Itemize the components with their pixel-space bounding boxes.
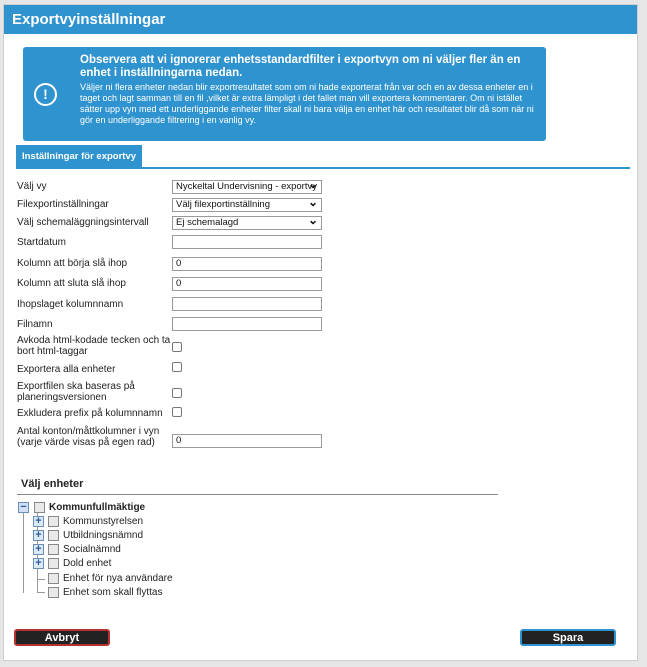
expand-icon[interactable]: + — [33, 544, 44, 555]
schema-select[interactable] — [172, 216, 322, 230]
cancel-button[interactable]: Avbryt — [14, 629, 110, 646]
prefix-checkbox[interactable] — [172, 407, 182, 417]
info-heading: Observera att vi ignorerar enhetsstandardfilter i exportvyn om ni väljer fler än en enhet i inställningarna nedan. — [80, 54, 521, 79]
kol-sluta-label: Kolumn att sluta slå ihop — [17, 278, 126, 289]
filexport-label: Filexportinställningar — [17, 199, 109, 210]
tree-checkbox[interactable] — [48, 558, 59, 569]
expand-icon[interactable]: + — [33, 516, 44, 527]
exportera-label: Exportera alla enheter — [17, 364, 116, 375]
kol-borja-label: Kolumn att börja slå ihop — [17, 258, 128, 269]
expand-icon[interactable]: + — [33, 530, 44, 541]
tree-line — [37, 592, 45, 593]
schema-select-value: Ej schemalagd — [176, 217, 239, 228]
startdatum-input[interactable] — [172, 235, 322, 249]
vy-select[interactable] — [172, 180, 322, 194]
filexport-select-value: Välj filexportinställning — [176, 199, 270, 210]
ihop-label: Ihopslaget kolumnnamn — [17, 299, 124, 310]
save-button[interactable]: Spara — [520, 629, 616, 646]
units-heading: Välj enheter — [21, 478, 84, 490]
tab-divider — [16, 167, 630, 169]
info-body: Väljer ni flera enheter nedan blir exportresultatet som om ni hade exporterat från var och en av dessa enheter en i taget och lagt samman till en fil ,vilket är extra lämpligt i det fallet man vill exportera kommentarer. Om ni istället sätter upp vyn med ett underliggande enheter filter skall ni bara välja en enhet här och resultatet blir då som när ni gör en underliggande filtrering i en vanlig vy. — [80, 82, 534, 125]
antal-input[interactable]: 0 — [172, 434, 322, 448]
prefix-label: Exkludera prefix på kolumnnamn — [17, 408, 163, 419]
exclamation-icon: ! — [34, 83, 57, 106]
info-box — [23, 47, 546, 141]
tree-item-socialnamnd[interactable]: Socialnämnd — [63, 544, 121, 555]
avkoda-label: Avkoda html-kodade tecken och ta bort html-taggar — [17, 335, 171, 357]
schema-label: Välj schemaläggningsintervall — [17, 217, 149, 228]
tree-checkbox[interactable] — [48, 516, 59, 527]
exportera-checkbox[interactable] — [172, 362, 182, 372]
kol-sluta-input[interactable]: 0 — [172, 277, 322, 291]
root-checkbox[interactable] — [34, 502, 45, 513]
tree-item-kommunstyrelsen[interactable]: Kommunstyrelsen — [63, 516, 144, 527]
filnamn-input[interactable] — [172, 317, 322, 331]
tree-line — [23, 509, 24, 593]
kol-borja-input[interactable]: 0 — [172, 257, 322, 271]
units-divider — [17, 494, 498, 495]
tree-item-skall-flyttas[interactable]: Enhet som skall flyttas — [63, 587, 163, 598]
planering-label: Exportfilen ska baseras på planeringsversionen — [17, 381, 135, 403]
ihop-input[interactable] — [172, 297, 322, 311]
tree-root-label: Kommunfullmäktige — [49, 502, 146, 513]
tab-export-settings[interactable]: Inställningar för exportvy — [16, 145, 142, 168]
planering-checkbox[interactable] — [172, 388, 182, 398]
vy-select-value: Nyckeltal Undervisning - exportvy — [176, 181, 317, 192]
root-expand-icon[interactable]: − — [18, 502, 29, 513]
tree-checkbox[interactable] — [48, 544, 59, 555]
startdatum-label: Startdatum — [17, 237, 66, 248]
filexport-select[interactable] — [172, 198, 322, 212]
tree-item-utbildningsnamnd[interactable]: Utbildningsnämnd — [63, 530, 144, 541]
filnamn-label: Filnamn — [17, 319, 53, 330]
avkoda-checkbox[interactable] — [172, 342, 182, 352]
tree-item-dold-enhet[interactable]: Dold enhet — [63, 558, 112, 569]
tree-checkbox[interactable] — [48, 587, 59, 598]
antal-label: Antal konton/måttkolumner i vyn (varje värde visas på egen rad) — [17, 426, 160, 448]
vy-label: Välj vy — [17, 181, 47, 192]
settings-panel — [3, 4, 638, 661]
tree-checkbox[interactable] — [48, 573, 59, 584]
tree-line — [37, 579, 45, 580]
expand-icon[interactable]: + — [33, 558, 44, 569]
tree-item-nya-anvandare[interactable]: Enhet för nya användare — [63, 573, 173, 584]
tree-checkbox[interactable] — [48, 530, 59, 541]
page-title: Exportvyinställningar — [4, 5, 637, 34]
